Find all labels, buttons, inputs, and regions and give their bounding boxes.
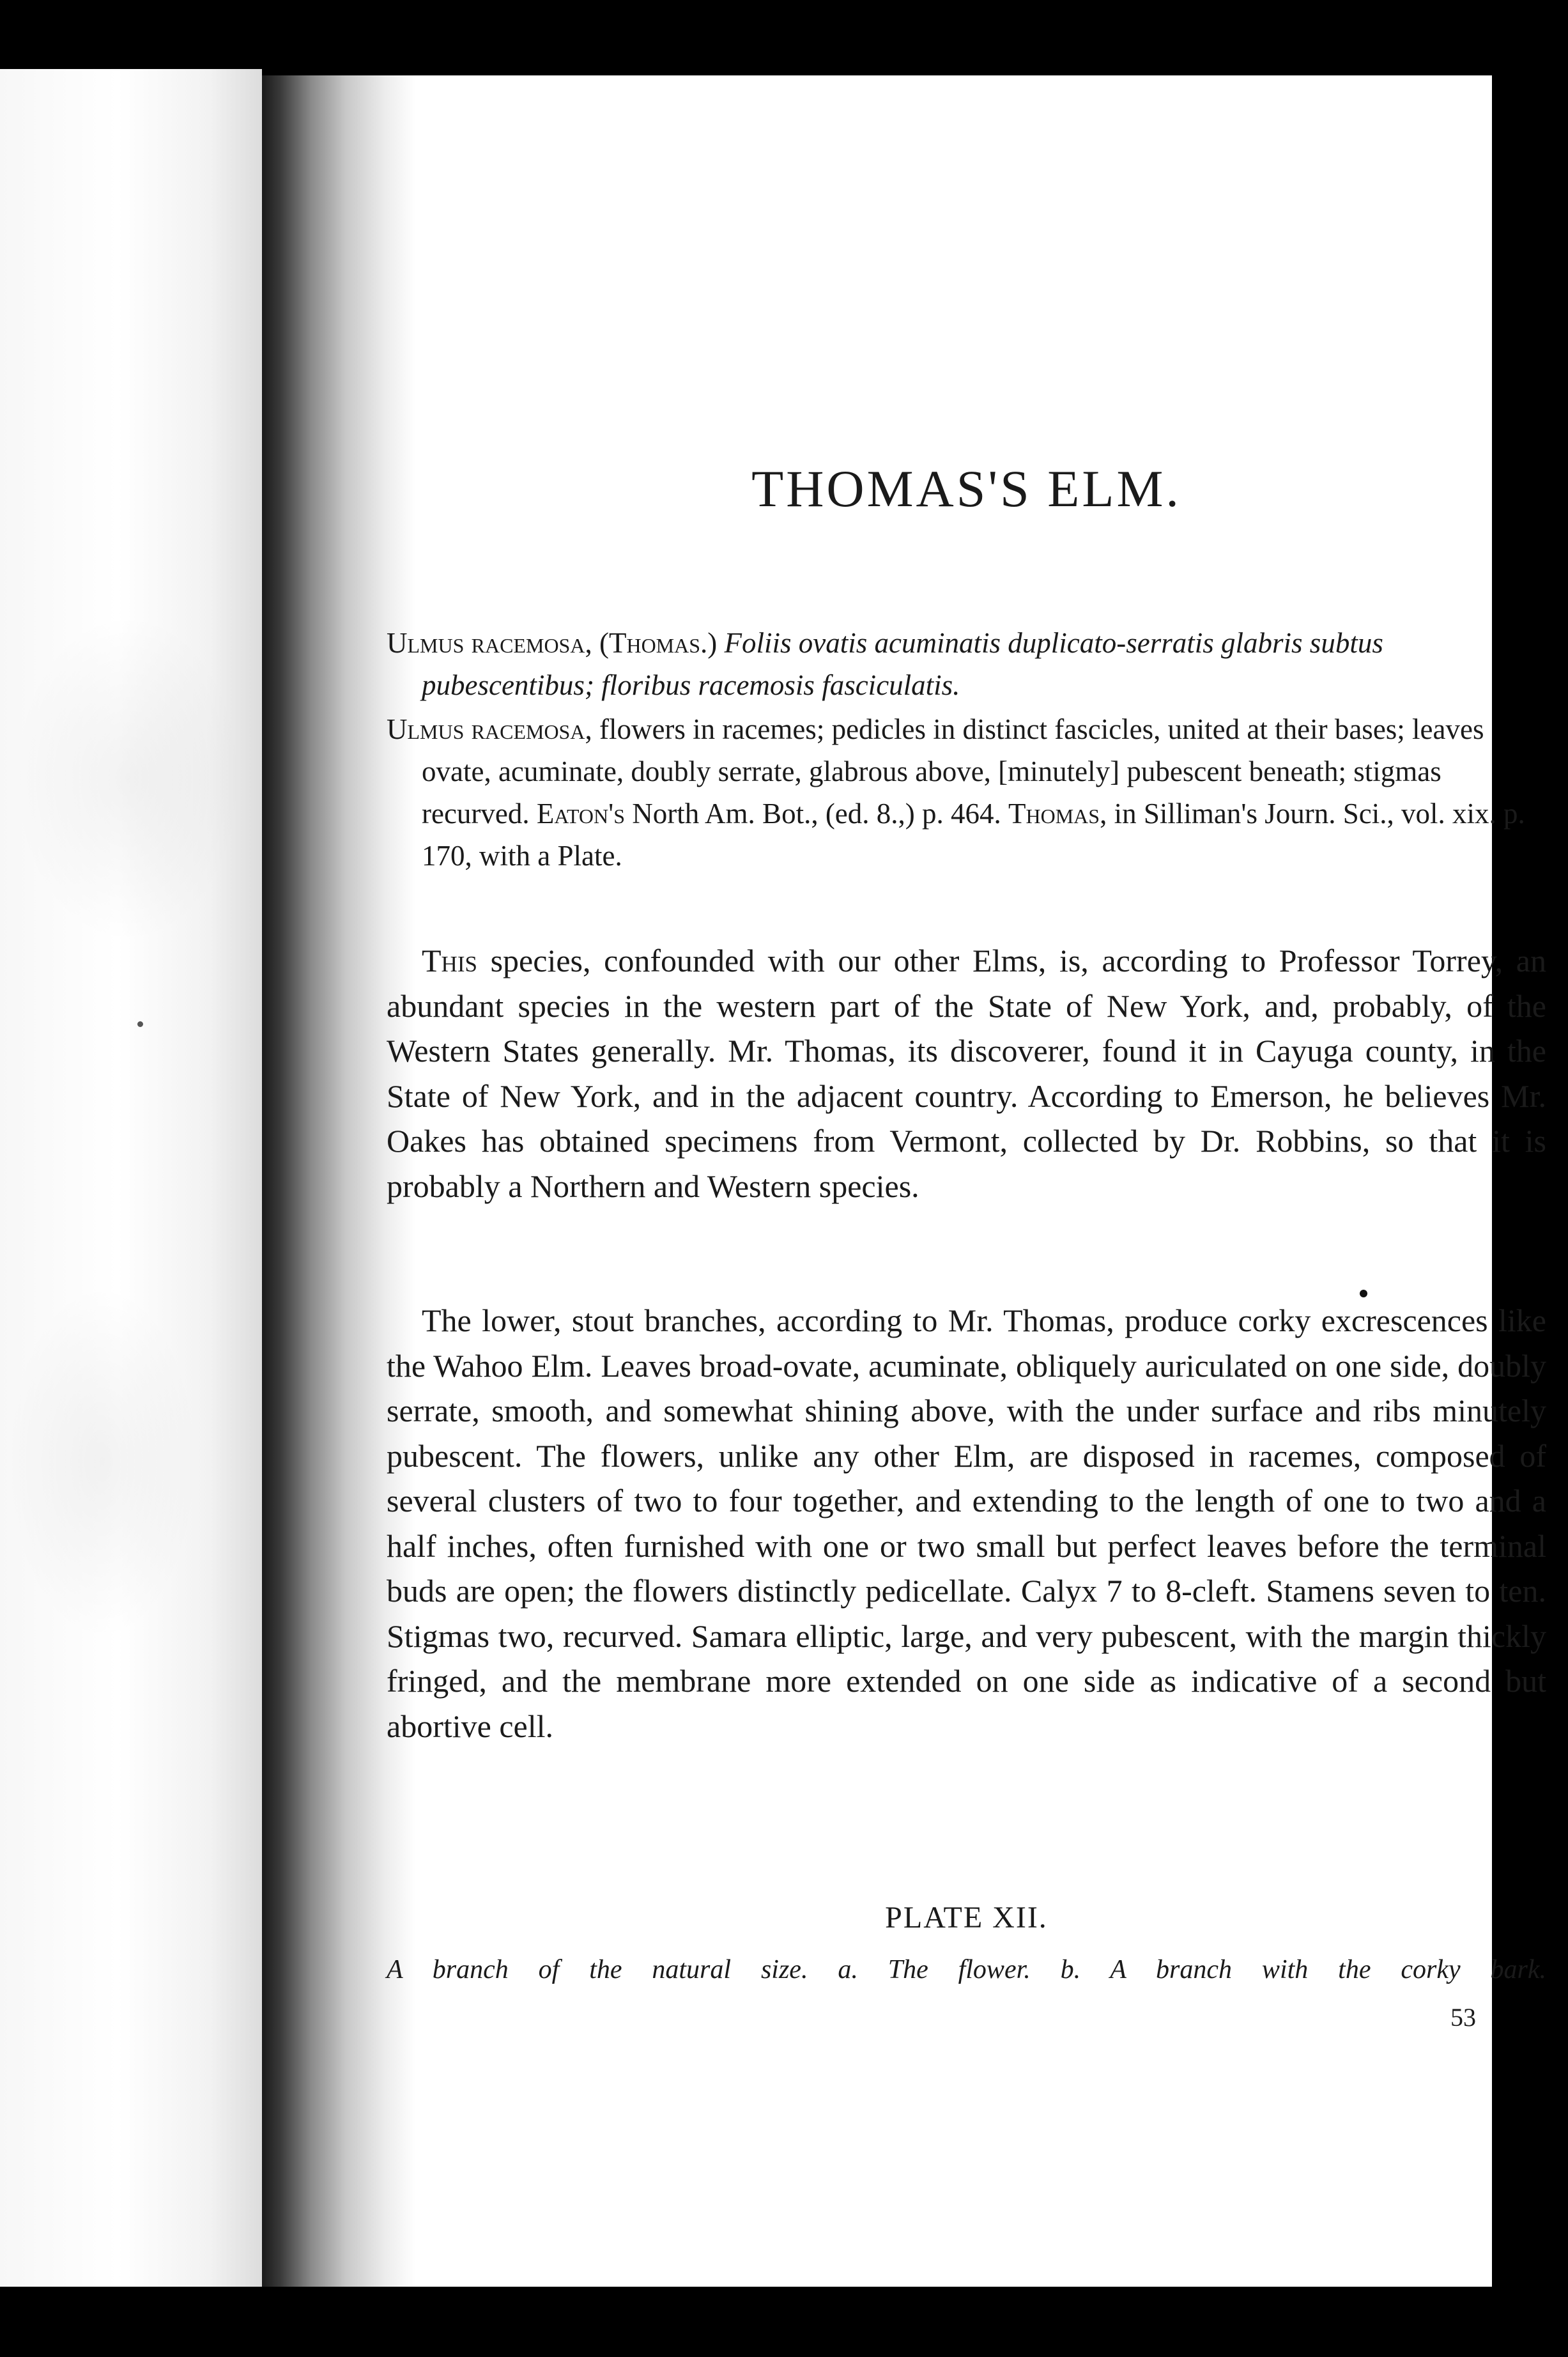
punctuation: , ( <box>585 627 609 659</box>
reference-author: Thomas <box>1008 798 1100 830</box>
speck <box>137 1021 143 1027</box>
speck <box>1360 1290 1367 1297</box>
show-through-shadow <box>13 612 243 945</box>
species-name: Ulmus racemosa <box>387 713 585 745</box>
show-through-shadow <box>6 1283 198 1641</box>
plate-caption: A branch of the natural size. a. The flower. b. A branch with the corky bark. <box>387 1955 1546 1984</box>
english-diagnosis: , flowers in racemes; pedicles in distinct fascicles, united at their bases; leaves ovate, acuminate, doubly serrate, glabrous above, [minutely] pubescent beneath; stigmas recurved. <box>422 713 1484 830</box>
paragraph-text: species, confounded with our other Elms, is, according to Professor Torrey, an abundant species in the western part of the State of New York, and, probably, of the Western States generally. Mr. Thomas, its discoverer, found it in Cayuga county, in the State of New York, and in the adjacent country. According to Emerson, he believes Mr. Oakes has obtained specimens from Vermont, collected by Dr. Robbins, so that it is probably a Northern and Western species. <box>387 943 1546 1204</box>
reference-text: , in Silliman's Journ. Sci., vol. xix. p. 170, with a Plate. <box>422 798 1525 872</box>
page-text-column <box>387 75 1562 2287</box>
book-page <box>262 75 1546 2287</box>
species-name: Ulmus racemosa <box>387 627 585 659</box>
synonym-entry <box>387 708 1546 877</box>
reference-text: North Am. Bot., (ed. 8.,) p. 464. <box>625 798 1009 830</box>
punctuation: .) <box>700 627 725 659</box>
page-number: 53 <box>1450 2003 1476 2032</box>
synonym-entry <box>387 622 1546 706</box>
page-title: THOMAS'S ELM. <box>751 460 1181 518</box>
plate-heading: PLATE XII. <box>885 1901 1048 1935</box>
facing-page <box>0 69 262 2287</box>
author-name: Thomas <box>608 627 701 659</box>
latin-diagnosis: Foliis ovatis acuminatis duplicato-serratis glabris subtus pubescentibus; floribus racemosis fasciculatis. <box>422 627 1383 701</box>
paragraph-lead: This <box>422 943 477 978</box>
body-paragraph <box>387 938 1546 1209</box>
body-paragraph: The lower, stout branches, according to Mr. Thomas, produce corky excrescences like the Wahoo Elm. Leaves broad-ovate, acuminate, obliquely auriculated on one side, doubly serrate, smooth, and somewhat shining above, with the under surface and ribs minutely pubescent. The flowers, unlike any other Elm, are disposed in racemes, composed of several clusters of two to four together, and extending to the length of one to two and a half inches, often furnished with one or two small but perfect leaves before the terminal buds are open; the flowers distinctly pedicellate. Calyx 7 to 8-cleft. Stamens seven to ten. Stigmas two, recurved. Samara elliptic, large, and very pubescent, with the margin thickly fringed, and the membrane more extended on one side as indicative of a second but abortive cell. <box>387 1302 1546 1744</box>
reference-author: Eaton's <box>536 798 626 830</box>
